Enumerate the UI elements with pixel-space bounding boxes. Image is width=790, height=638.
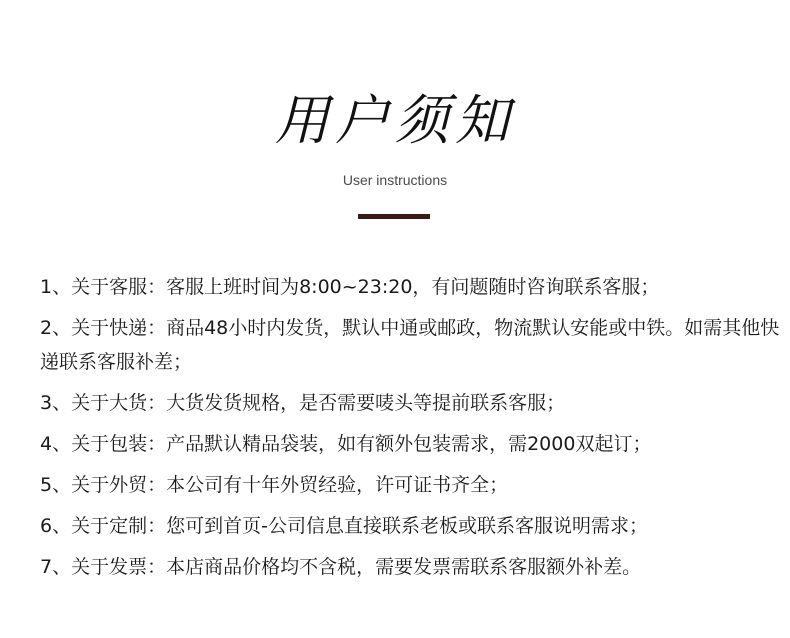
page-subtitle: User instructions [342,172,448,188]
notice-item-7: 7、关于发票：本店商品价格均不含税，需要发票需联系客服额外补差。 [40,556,642,578]
notice-item-3: 3、关于大货：大货发货规格，是否需要唛头等提前联系客服； [40,392,566,414]
notice-item-4: 4、关于包装：产品默认精品袋装，如有额外包装需求，需2000双起订； [40,433,652,455]
title-divider [358,214,430,219]
notice-item-1: 1、关于客服：客服上班时间为8:00~23:20，有问题随时咨询联系客服； [40,276,660,298]
notice-item-6: 6、关于定制：您可到首页-公司信息直接联系老板或联系客服说明需求； [40,515,648,537]
notice-item-2: 2、关于快递：商品48小时内发货，默认中通或邮政，物流默认安能或中铁。如需其他快递联系客服补差； [40,317,780,373]
page-title: 用户须知 [275,89,515,152]
notice-item-5: 5、关于外贸：本公司有十年外贸经验，许可证书齐全； [40,474,509,496]
notice-list [40,270,780,591]
